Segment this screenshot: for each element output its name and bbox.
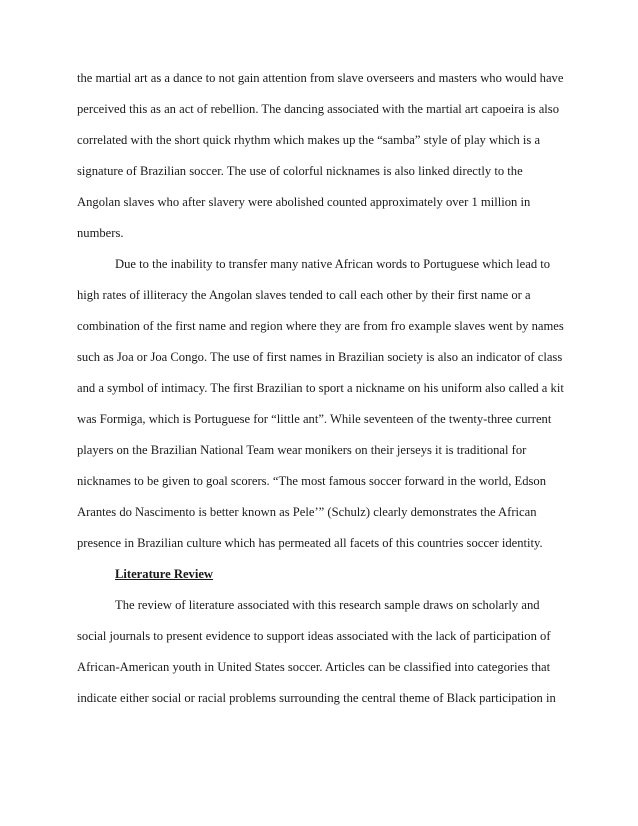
text-line: signature of Brazilian soccer. The use of colorful nicknames is also linked directly to the [77,164,523,178]
text-line: presence in Brazilian culture which has permeated all facets of this countries soccer identity. [77,536,543,550]
text-line: Angolan slaves who after slavery were abolished counted approximately over 1 million in [77,195,531,209]
text-line: indicate either social or racial problems surrounding the central theme of Black participation in [77,691,556,705]
text-line: combination of the first name and region where they are from fro example slaves went by names [77,319,564,333]
text-line: numbers. [77,226,124,240]
text-line: was Formiga, which is Portuguese for “little ant”. While seventeen of the twenty-three current [77,412,552,426]
text-line: Arantes do Nascimento is better known as Pele’” (Schulz) clearly demonstrates the African [77,505,537,519]
paragraph-first-line: Due to the inability to transfer many native African words to Portuguese which lead to [115,257,551,271]
text-line: the martial art as a dance to not gain attention from slave overseers and masters who would have [77,71,564,85]
text-line: African-American youth in United States soccer. Articles can be classified into categories that [77,660,551,674]
text-line: and a symbol of intimacy. The first Brazilian to sport a nickname on his uniform also called a kit [77,381,564,395]
text-line: nicknames to be given to goal scorers. “The most famous soccer forward in the world, Edson [77,474,546,488]
section-heading: Literature Review [115,567,214,581]
paragraph-first-line: The review of literature associated with this research sample draws on scholarly and [115,598,540,612]
text-line: perceived this as an act of rebellion. The dancing associated with the martial art capoeira is also [77,102,559,116]
text-line: such as Joa or Joa Congo. The use of first names in Brazilian society is also an indicator of class [77,350,563,364]
text-line: correlated with the short quick rhythm which makes up the “samba” style of play which is a [77,133,541,147]
text-line: social journals to present evidence to support ideas associated with the lack of participation of [77,629,551,643]
text-line: players on the Brazilian National Team wear monikers on their jerseys it is traditional for [77,443,527,457]
text-line: high rates of illiteracy the Angolan slaves tended to call each other by their first name or a [77,288,531,302]
